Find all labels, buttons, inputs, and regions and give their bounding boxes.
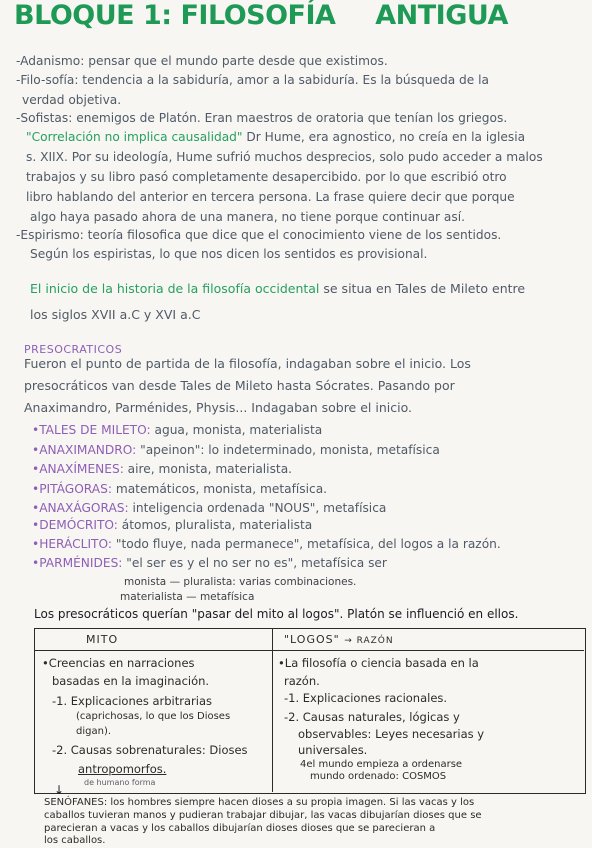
philosopher-name: •TALES DE MILETO:: [32, 423, 151, 437]
hume-quote: "Correlación no implica causalidad": [26, 130, 243, 144]
philosopher-name: •DEMÓCRITO:: [32, 518, 118, 532]
mito-line: digan).: [76, 726, 112, 737]
origin-line-2: los siglos XVII a.C y XVI a.C: [30, 307, 201, 322]
hume-quote-line: [26, 131, 525, 143]
philosopher-desc: aire, monista, materialista.: [123, 462, 293, 476]
hume-line-4: libro hablando del anterior en tercera persona. La frase quiere decir que porque: [26, 190, 515, 204]
logos-line: observables: Leyes necesarias y: [298, 727, 485, 741]
logos-line: •La filosofía o ciencia basada en la: [278, 656, 479, 670]
table-head-logos: [284, 634, 394, 646]
philosopher-desc: inteligencia ordenada "NOUS", metafísica: [128, 501, 387, 515]
philosopher-item: [32, 483, 327, 495]
espirismo-line-cont: Según los espiristas, lo que nos dicen los sentidos es provisional.: [30, 247, 428, 261]
logos-line: -1. Explicaciones racionales.: [284, 691, 448, 705]
origin-line-1: [30, 283, 525, 296]
philosopher-name: •HERÁCLITO:: [32, 537, 112, 551]
title-main: BLOQUE 1: FILOSOFÍA: [14, 0, 336, 31]
philosopher-item: [32, 519, 312, 531]
philosopher-name: •ANAXÍMENES:: [32, 462, 124, 476]
monista-pluralista-note: monista — pluralista: varias combinaciones.: [124, 576, 357, 588]
philosopher-item: [32, 463, 292, 475]
filosofia-line-cont: verdad objetiva.: [22, 93, 122, 107]
philosopher-desc: "todo fluye, nada permanece", metafísica, del logos a la razón.: [111, 537, 501, 551]
down-arrow: ↓: [54, 783, 65, 797]
philosopher-desc: "el ser es y el no ser no es", metafísica ser: [122, 556, 387, 570]
senofanes-line: caballos tuvieran manos y pudieran trabajar dibujar, las vacas dibujarían dioses que se: [44, 810, 482, 821]
logos-line: mundo ordenado: COSMOS: [310, 771, 447, 782]
senofanes-line: SENÓFANES: los hombres siempre hacen dioses a su propia imagen. Si las vacas y los: [44, 797, 475, 808]
philosopher-item: [32, 557, 387, 569]
presocraticos-p1: Fueron el punto de partida de la filosofía, indagaban sobre el inicio. Los: [24, 356, 471, 371]
philosopher-item: [32, 444, 440, 456]
mito-line: -2. Causas sobrenaturales: Dioses: [52, 743, 248, 757]
origin-rest: se situa en Tales de Mileto entre: [319, 281, 526, 296]
logos-line: universales.: [298, 743, 368, 757]
presocraticos-p2: presocráticos van desde Tales de Mileto hasta Sócrates. Pasando por: [24, 378, 455, 393]
senofanes-line: parecieran a vacas y los caballos dibujarían dioses dioses que se parecieran a: [44, 823, 436, 834]
sofistas-line: -Sofistas: enemigos de Platón. Eran maestros de oratoria que tenían los griegos.: [16, 111, 508, 125]
logos-head-label: "LOGOS": [284, 633, 340, 646]
mito-line: (caprichosas, lo que los Dioses: [76, 711, 231, 722]
philosopher-name: •ANAXIMANDRO:: [32, 443, 137, 457]
philosopher-item: [32, 424, 322, 436]
philosopher-desc: agua, monista, materialista: [150, 423, 323, 437]
presocraticos-closing: Los presocráticos querían "pasar del mito al logos". Platón se influenció en ellos.: [34, 607, 519, 621]
presocraticos-p3: Anaximandro, Parménides, Physis... Indagaban sobre el inicio.: [24, 400, 412, 415]
hume-line-2: s. XIIX. Por su ideología, Hume sufrió muchos desprecios, solo pudo acceder a malos: [26, 150, 543, 164]
philosopher-desc: átomos, pluralista, materialista: [117, 518, 313, 532]
materialista-metafisica-note: materialista — metafísica: [120, 591, 255, 603]
logos-line: -2. Causas naturales, lógicas y: [284, 710, 460, 724]
philosopher-desc: matemáticos, monista, metafísica.: [111, 482, 328, 496]
philosopher-item: [32, 502, 386, 514]
mito-line: -1. Explicaciones arbitrarias: [52, 694, 212, 708]
presocraticos-heading: PRESOCRATICOS: [24, 343, 123, 356]
page-title: [14, 2, 508, 29]
title-sub: ANTIGUA: [375, 0, 508, 31]
hume-quote-rest: Dr Hume, era agnostico, no creía en la iglesia: [242, 130, 526, 144]
table-head-mito: MITO: [86, 633, 119, 646]
origin-highlight: El inicio de la historia de la filosofía occidental: [30, 281, 320, 296]
philosopher-desc: "apeinon": lo indeterminado, monista, metafísica: [136, 443, 440, 457]
razon-arrow: → RAZÓN: [344, 636, 394, 646]
table-header-divider: [34, 650, 584, 651]
mito-line: basadas en la imaginación.: [52, 674, 210, 688]
senofanes-line: los caballos.: [44, 835, 106, 846]
philosopher-name: •PITÁGORAS:: [32, 482, 112, 496]
table-column-divider: [272, 628, 273, 792]
mito-line: antropomorfos.: [78, 762, 167, 776]
logos-line: razón.: [284, 674, 320, 688]
hume-line-3: trabajos y su libro pasó completamente desapercibido. por lo que escribió otro: [26, 170, 507, 184]
mito-note: de humano forma: [84, 778, 156, 787]
philosopher-item: [32, 538, 501, 550]
philosopher-name: •PARMÉNIDES:: [32, 556, 123, 570]
espirismo-line: -Espirismo: teoría filosofica que dice que el conocimiento viene de los sentidos.: [16, 228, 502, 242]
adanismo-line: -Adanismo: pensar que el mundo parte desde que existimos.: [16, 54, 388, 68]
filosofia-line: -Filo-sofía: tendencia a la sabiduría, amor a la sabiduría. Es la búsqueda de la: [16, 73, 490, 87]
hume-line-5: algo haya pasado ahora de una manera, no tiene porque continuar así.: [30, 210, 466, 224]
philosopher-name: •ANAXÁGORAS:: [32, 501, 129, 515]
mito-line: •Creencias en narraciones: [42, 656, 195, 670]
logos-line: 4el mundo empieza a ordenarse: [300, 759, 463, 770]
